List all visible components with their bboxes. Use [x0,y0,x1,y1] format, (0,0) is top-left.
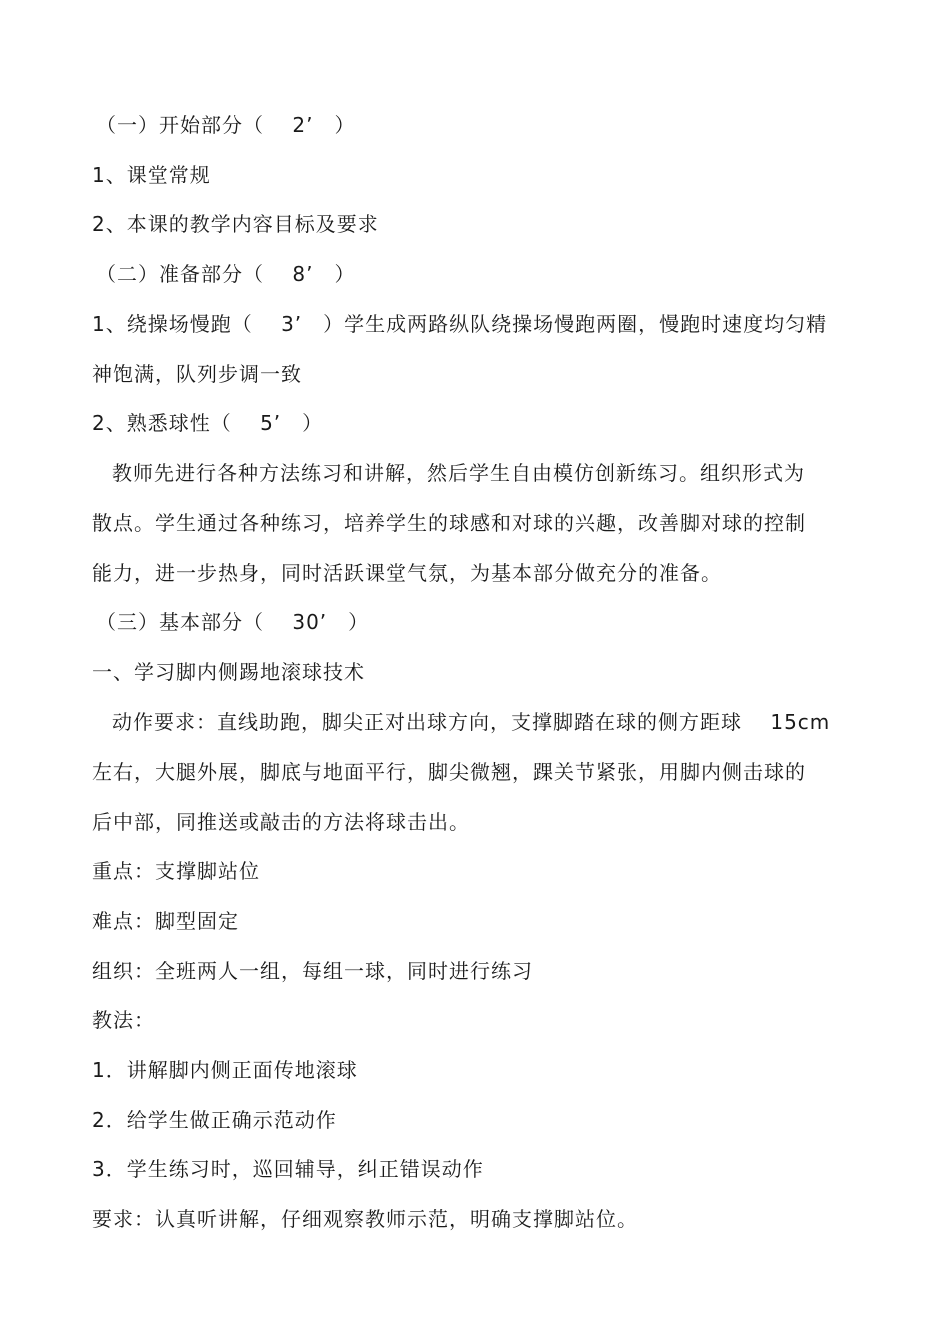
paragraph-line: 散点。学生通过各种练习，培养学生的球感和对球的兴趣，改善脚对球的控制 [92,511,806,535]
paragraph-line: 重点：支撑脚站位 [92,859,260,883]
section-heading-basic: （三）基本部分（ 30’ ） [96,610,370,634]
paragraph-line: 难点：脚型固定 [92,909,239,933]
paragraph-line: 2、本课的教学内容目标及要求 [92,212,379,236]
paragraph-line: 2、熟悉球性（ 5’ ） [92,411,324,435]
paragraph-line: 1．讲解脚内侧正面传地滚球 [92,1058,358,1082]
paragraph-line: 左右，大腿外展，脚底与地面平行，脚尖微翘，踝关节紧张，用脚内侧击球的 [92,760,806,784]
section-heading-start: （一）开始部分（ 2’ ） [96,113,356,137]
paragraph-line: 组织：全班两人一组，每组一球，同时进行练习 [92,959,533,983]
paragraph-line: 后中部，同推送或敲击的方法将球击出。 [92,810,470,834]
paragraph-line: 要求：认真听讲解，仔细观察教师示范，明确支撑脚站位。 [92,1207,638,1231]
paragraph-line: 1、绕操场慢跑（ 3’ ）学生成两路纵队绕操场慢跑两圈，慢跑时速度均匀精 [92,312,828,336]
paragraph-line: 动作要求：直线助跑，脚尖正对出球方向，支撑脚踏在球的侧方距球 15cm [112,710,831,734]
paragraph-line: 一、学习脚内侧踢地滚球技术 [92,660,365,684]
paragraph-line: 3．学生练习时，巡回辅导，纠正错误动作 [92,1157,484,1181]
paragraph-line: 神饱满，队列步调一致 [92,362,302,386]
paragraph-line: 2．给学生做正确示范动作 [92,1108,337,1132]
paragraph-line: 能力，进一步热身，同时活跃课堂气氛，为基本部分做充分的准备。 [92,561,722,585]
paragraph-line: 教师先进行各种方法练习和讲解，然后学生自由模仿创新练习。组织形式为 [112,461,805,485]
paragraph-line: 教法： [92,1008,155,1032]
section-heading-prep: （二）准备部分（ 8’ ） [96,262,356,286]
paragraph-line: 1、课堂常规 [92,163,211,187]
